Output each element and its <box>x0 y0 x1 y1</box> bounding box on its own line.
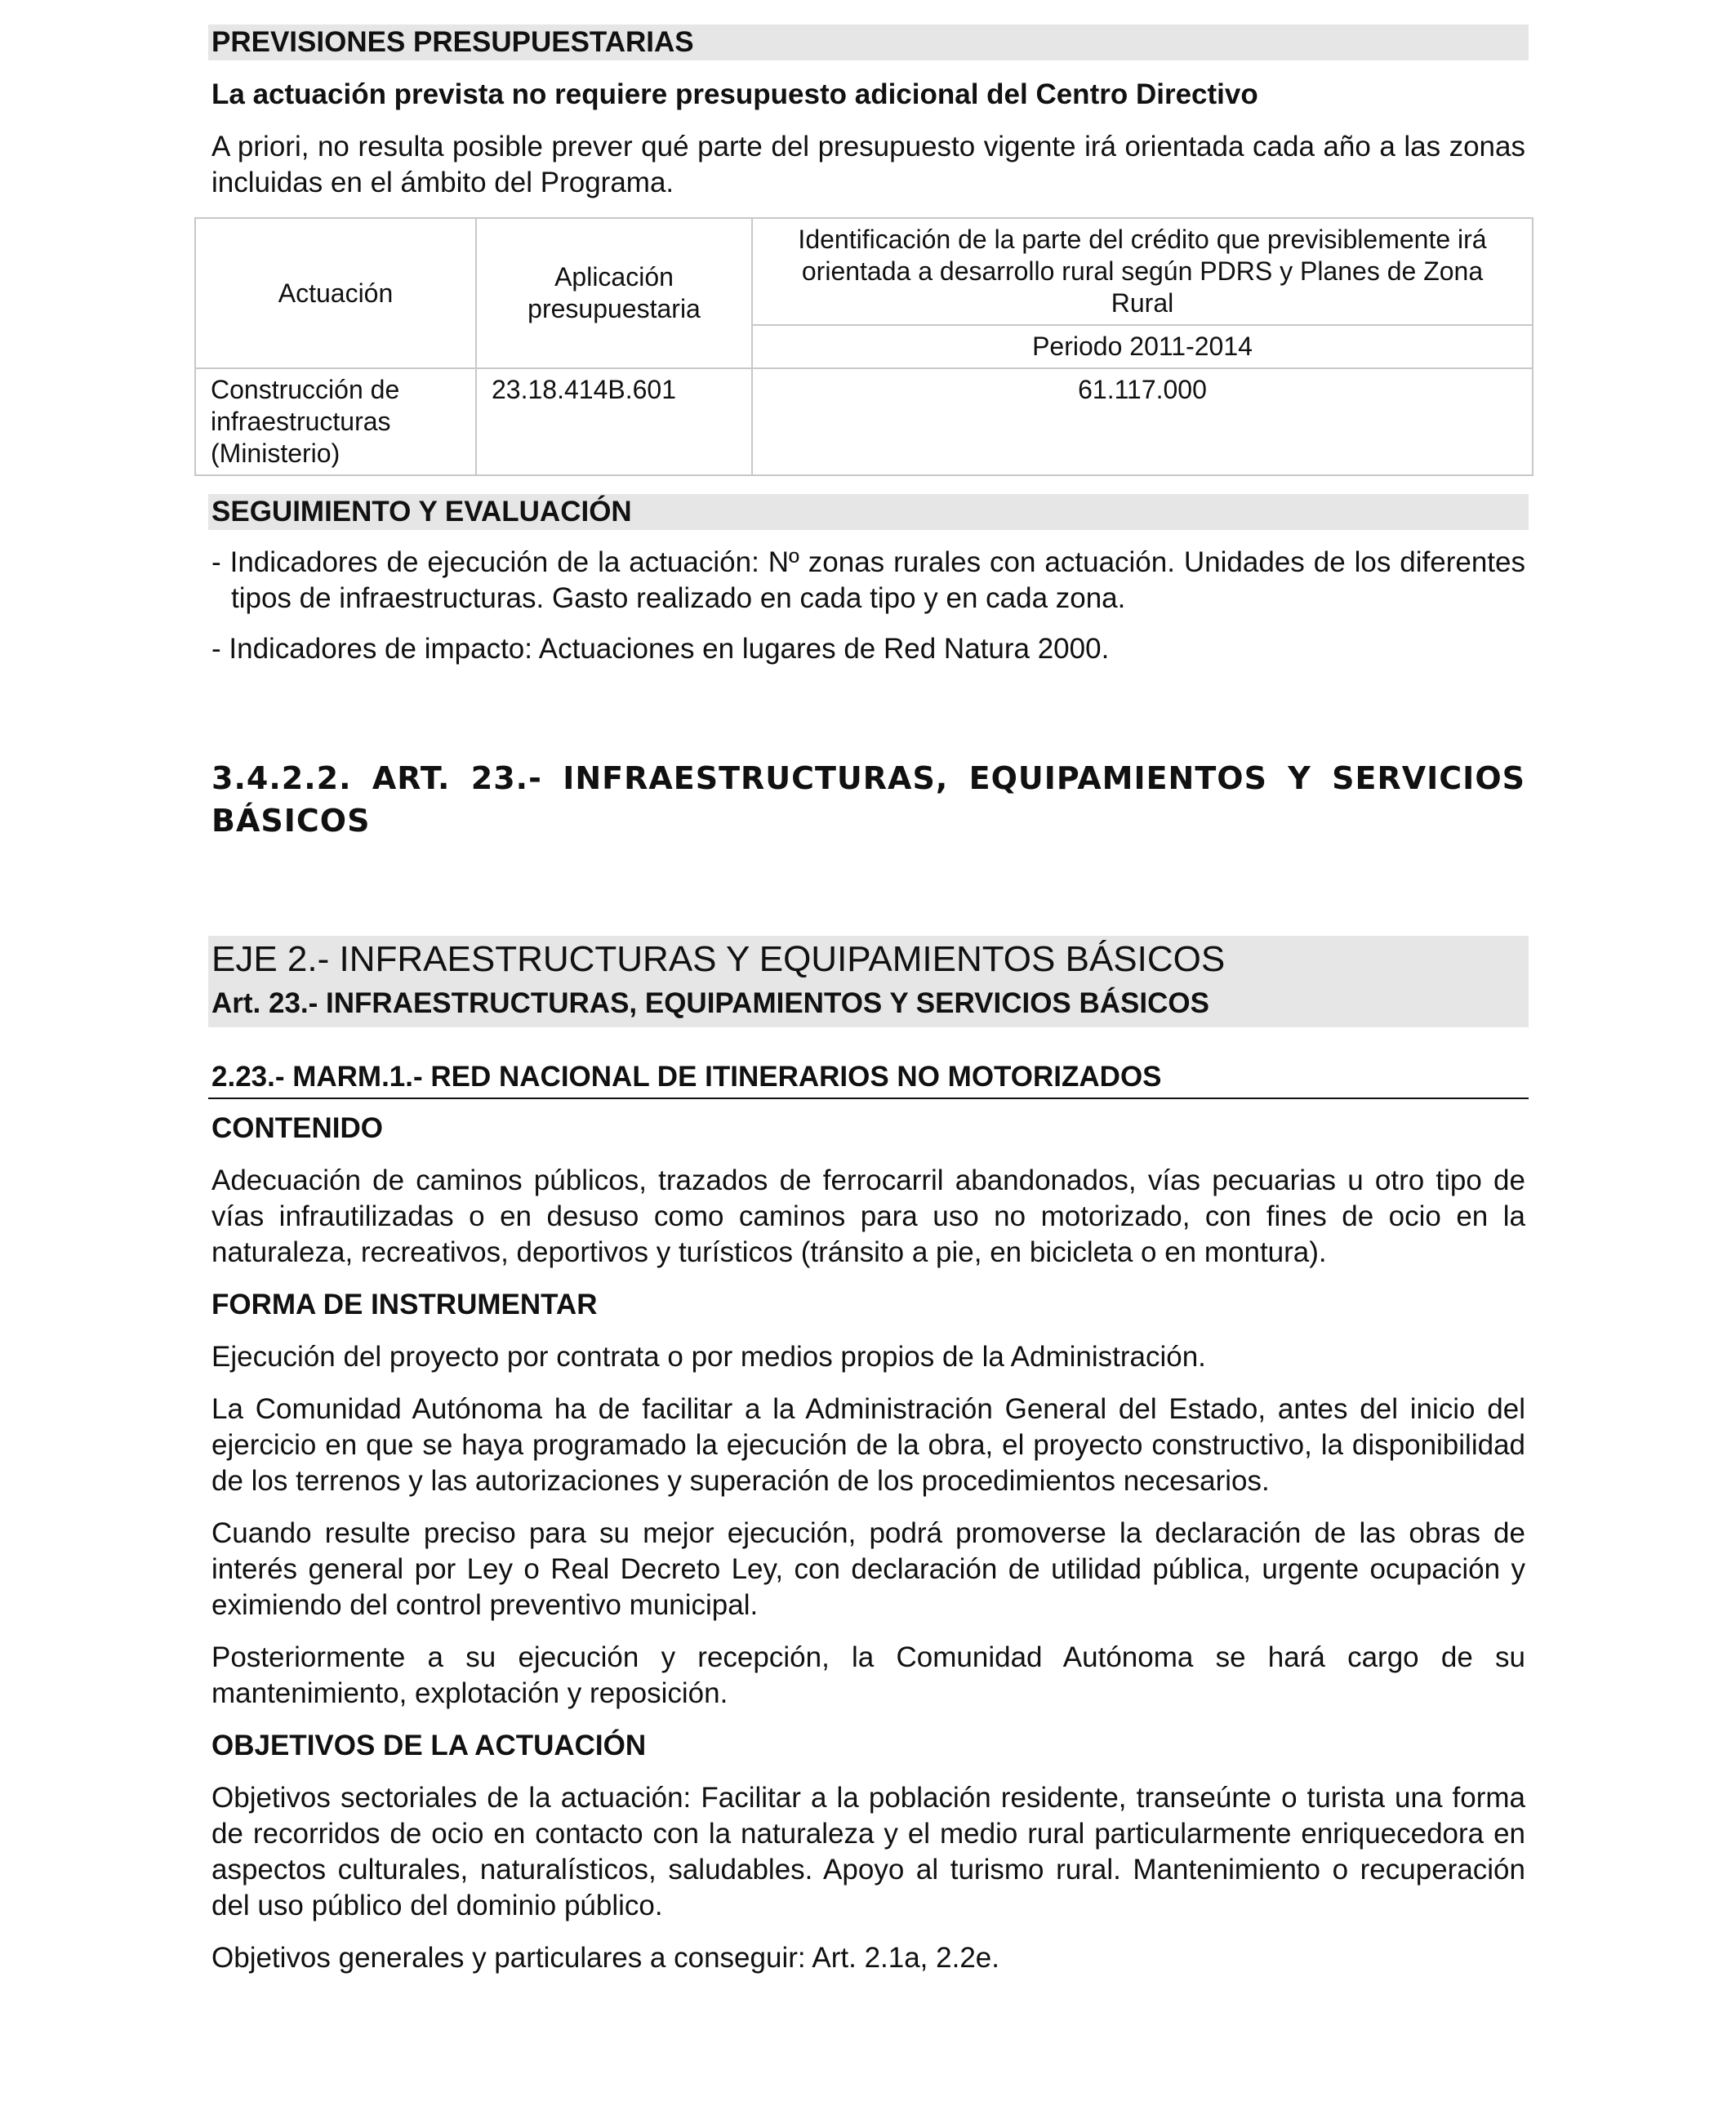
seguimiento-item-1: - Indicadores de ejecución de la actuación: Nº zonas rurales con actuación. Unidades de los diferentes tipos de infraestructuras. Gasto realizado en cada tipo y en cada zona. <box>211 546 1525 614</box>
budget-subheading: La actuación prevista no requiere presupuesto adicional del Centro Directivo <box>211 78 1258 110</box>
budget-intro: A priori, no resulta posible prever qué parte del presupuesto vigente irá orientada cada año a las zonas incluidas en el ámbito del Programa. <box>211 131 1525 198</box>
eje-title: EJE 2.- INFRAESTRUCTURAS Y EQUIPAMIENTOS BÁSICOS <box>211 939 1226 979</box>
objetivos-heading: OBJETIVOS DE LA ACTUACIÓN <box>211 1730 647 1761</box>
forma-heading: FORMA DE INSTRUMENTAR <box>211 1289 598 1320</box>
header-identificacion: Identificación de la parte del crédito que previsiblemente irá orientada a desarrollo rural según PDRS y Planes de Zona Rural <box>752 218 1533 325</box>
seguimiento-heading: SEGUIMIENTO Y EVALUACIÓN <box>208 494 1529 530</box>
header-aplicacion: Aplicación presupuestaria <box>476 218 752 368</box>
header-actuacion: Actuación <box>195 218 476 368</box>
cell-aplicacion: 23.18.414B.601 <box>476 368 752 475</box>
budget-table <box>194 217 1533 476</box>
forma-paragraph-4: Posteriormente a su ejecución y recepción, la Comunidad Autónoma se hará cargo de su mantenimiento, explotación y reposición. <box>211 1641 1525 1709</box>
contenido-heading: CONTENIDO <box>211 1112 383 1144</box>
cell-importe: 61.117.000 <box>752 368 1533 475</box>
eje-article: Art. 23.- INFRAESTRUCTURAS, EQUIPAMIENTOS Y SERVICIOS BÁSICOS <box>211 987 1209 1019</box>
forma-paragraph-1: Ejecución del proyecto por contrata o por medios propios de la Administración. <box>211 1341 1206 1373</box>
cell-actuacion: Construcción de infraestructuras (Ministerio) <box>195 368 476 475</box>
budget-heading: PREVISIONES PRESUPUESTARIAS <box>208 24 1529 60</box>
forma-paragraph-3: Cuando resulte preciso para su mejor ejecución, podrá promoverse la declaración de las obras de interés general por Ley o Real Decreto Ley, con declaración de utilidad pública, urgente ocupación y eximiendo del control preventivo municipal. <box>211 1517 1525 1621</box>
table-row <box>195 368 1533 475</box>
measure-title: 2.23.- MARM.1.- RED NACIONAL DE ITINERARIOS NO MOTORIZADOS <box>208 1058 1529 1099</box>
seguimiento-item-2: - Indicadores de impacto: Actuaciones en lugares de Red Natura 2000. <box>211 633 1110 665</box>
objetivos-paragraph-1: Objetivos sectoriales de la actuación: Facilitar a la población residente, transeúnte o turista una forma de recorridos de ocio en contacto con la naturaleza y el medio rural particularmente enriquecedora en aspectos culturales, naturalísticos, saludables. Apoyo al turismo rural. Mantenimiento o recuperación del uso público del dominio público. <box>211 1782 1525 1921</box>
section-title: 3.4.2.2. ART. 23.- INFRAESTRUCTURAS, EQUIPAMIENTOS Y SERVICIOS BÁSICOS <box>211 760 1525 839</box>
objetivos-paragraph-2: Objetivos generales y particulares a conseguir: Art. 2.1a, 2.2e. <box>211 1942 999 1974</box>
table-header-row <box>195 218 1533 325</box>
contenido-text: Adecuación de caminos públicos, trazados de ferrocarril abandonados, vías pecuarias u otro tipo de vías infrautilizadas o en desuso como caminos para uso no motorizado, con fines de ocio en la naturaleza, recreativos, deportivos y turísticos (tránsito a pie, en bicicleta o en montura). <box>211 1164 1525 1268</box>
eje-block <box>208 936 1529 1027</box>
header-periodo: Periodo 2011-2014 <box>752 325 1533 368</box>
forma-paragraph-2: La Comunidad Autónoma ha de facilitar a la Administración General del Estado, antes del inicio del ejercicio en que se haya programado la ejecución de la obra, el proyecto constructivo, la disponibilidad de los terrenos y las autorizaciones y superación de los procedimientos necesarios. <box>211 1393 1525 1497</box>
document-page <box>208 24 1529 1976</box>
